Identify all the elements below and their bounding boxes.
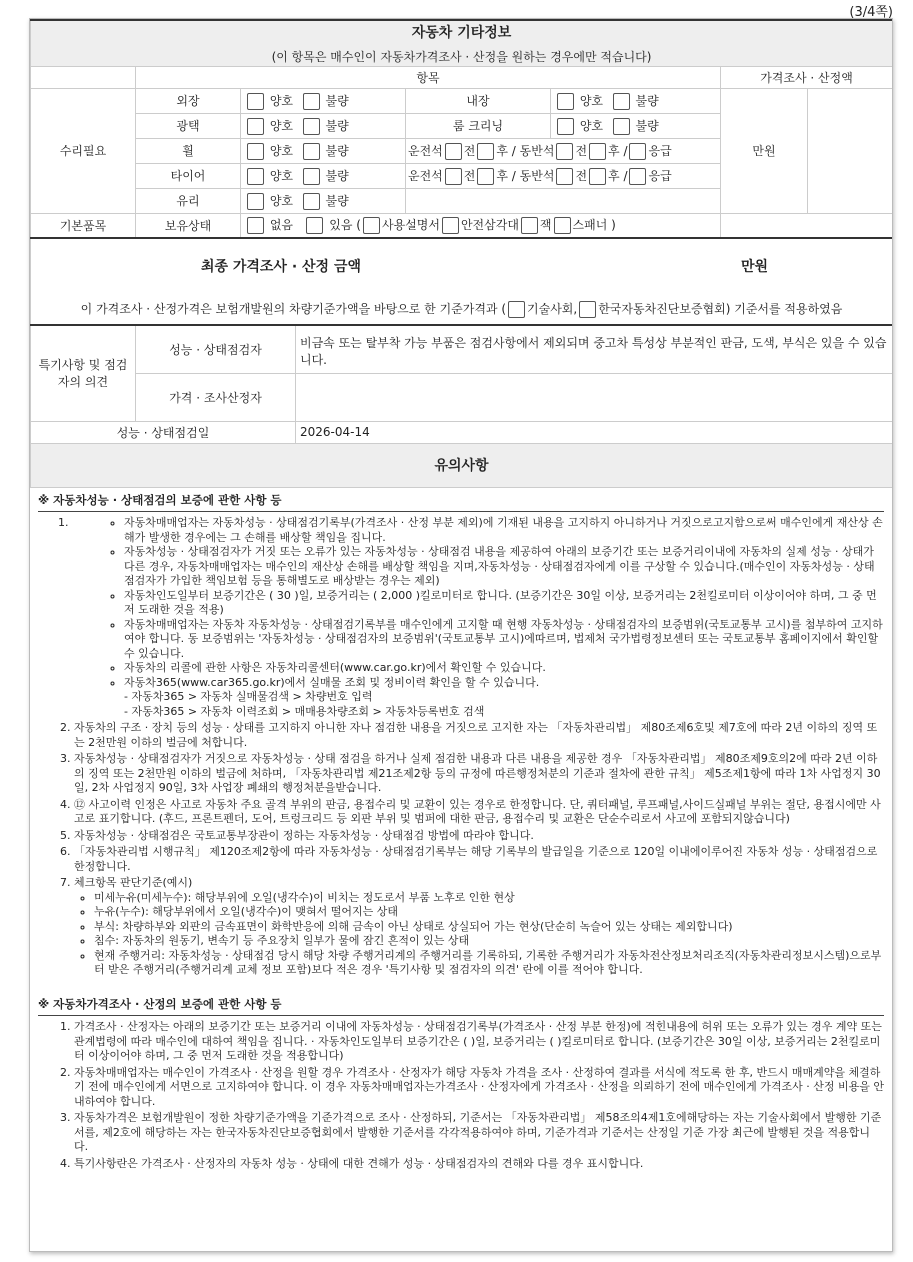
list-item: 3. 자동차가격은 보험개발원이 정한 차량기준가액을 기준가격으로 조사 · 산정하되, 기준서는 「자동차관리법」 제58조의4제1호에해당하는 자는 기술사회에서 발행한 기준서를, 제2호에 해당하는 자는 한국자동차진단보증협회에서 발행한 기준서를 각각적용하여야 하며, 기준가격과 기준서는 산정일 기준 가장 최근에 발행된 것을 적용합니다. (74, 1111, 884, 1155)
interior-good-checkbox[interactable] (557, 93, 574, 110)
list-item: 3. 자동차성능 · 상태점검자가 거짓으로 자동차성능 · 상태 점검을 하거나 실제 점검한 내용과 다른 내용을 제공한 경우 「자동차관리법」 제80조제9호의2에 따라 2년 이하의 징역 또는 2천만원 이하의 벌금에 처하며, 「자동차관리법 제21조제2항 등의 규정에 따른행정처분의 기준과 절차에 관한 규칙」 제5조제1항에 따라 1차 사업정지 30일, 2차 사업정지 90일, 3차 사업장 폐쇄의 행정처분을받습니다. (74, 752, 884, 796)
list-item: ◦ 자동차성능 · 상태점검자가 거짓 또는 오류가 있는 자동차성능 · 상태점검 내용을 제공하여 아래의 보증기간 또는 보증거리이내에 자동차의 실제 성능 · 상태가 다른 경우, 자동차매매업자는 매수인의 재산상 손해를 배상할 책임을 지며,자동차성능 · 상태점검자에게 이를 구상할 수 있습니다.(매수인이 자동차성능 · 상태점검자가 가입한 책임보험 등을 통해별도로 배상받는 경우는 제외) (124, 545, 884, 589)
triangle-label: 안전삼각대 (460, 218, 519, 233)
kaci-label: 한국자동차진단보증협회) 기준서를 적용하였음 (598, 301, 843, 316)
tire-emergency-checkbox[interactable] (629, 168, 646, 185)
document-sheet (29, 18, 893, 1252)
dash-line: - 자동차365 > 자동차 이력조회 > 매매용차량조회 > 자동차등록번호 검색 (124, 704, 485, 718)
tire-good-checkbox[interactable] (247, 168, 264, 185)
item1-bullets (74, 516, 884, 719)
section1-list (38, 516, 884, 978)
jack-checkbox[interactable] (521, 217, 538, 234)
blank-cell (721, 213, 893, 238)
appraiser-opinion (296, 373, 893, 421)
none-label: 없음 (269, 218, 294, 233)
gloss-good-checkbox[interactable] (247, 118, 264, 135)
basic-items-group-label: 기본품목 (31, 213, 136, 238)
good-label: 양호 (269, 118, 294, 133)
inspector-label: 성능 · 상태점검자 (136, 325, 296, 373)
glass-good-checkbox[interactable] (247, 193, 264, 210)
repair-group-label: 수리필요 (31, 88, 136, 213)
section-subtitle: (이 항목은 매수인이 자동차가격조사 · 산정을 원하는 경우에만 적습니다) (271, 49, 652, 64)
basic-items-label: 보유상태 (136, 213, 241, 238)
section-header (31, 20, 893, 66)
emergency-label: 응급 (648, 168, 672, 183)
opinion-label: 특기사항 및 점검자의 의견 (31, 325, 136, 421)
rear-label: 후 (608, 143, 620, 158)
notice-content (30, 488, 892, 1172)
room-cleaning-good-checkbox[interactable] (557, 118, 574, 135)
section2-list (38, 1020, 884, 1171)
driver-seat-label: 운전석 (408, 168, 443, 183)
emergency-label: 응급 (648, 143, 672, 158)
wheel-position-options: 운전석 전 후 / 동반석 전 후 / 응급 (406, 138, 721, 163)
gloss-bad-checkbox[interactable] (303, 118, 320, 135)
list-item: ◦ 미세누유(미세누수): 해당부위에 오일(냉각수)이 비치는 정도로서 부품 노후로 인한 현상 (94, 891, 884, 906)
bad-label: 불량 (635, 118, 659, 133)
tire-options (241, 163, 406, 188)
blank-cell (406, 188, 721, 213)
good-label: 양호 (269, 193, 294, 208)
inspection-date-value: 2026-04-14 (296, 421, 893, 443)
bad-label: 불량 (325, 143, 349, 158)
tire-driver-rear-checkbox[interactable] (477, 168, 494, 185)
front-label: 전 (575, 168, 588, 183)
inspector-opinion: 비금속 또는 탈부착 가능 부품은 점검사항에서 제외되며 중고차 특성상 부분적인 판금, 도색, 부식은 있을 수 있습니다. (296, 325, 893, 373)
kaci-checkbox[interactable] (579, 301, 596, 318)
final-amount-unit: 만원 (741, 259, 769, 275)
wheel-good-checkbox[interactable] (247, 143, 264, 160)
present-label: 있음 ( (329, 218, 361, 233)
list-item: ◦ 침수: 자동차의 원동기, 변속기 등 주요장치 일부가 물에 잠긴 흔적이 있는 상태 (94, 934, 884, 949)
list-item: ◦ 자동차매매업자는 자동차성능 · 상태점검기록부(가격조사 · 산정 부분 제외)에 기재된 내용을 고지하지 아니하거나 거짓으로고지함으로써 매수인에게 재산상 손해가 발생한 경우에는 그 손해를 배상할 책임을 집니다. (124, 516, 884, 545)
glass-options (241, 188, 406, 213)
vehicle-info-table (30, 19, 893, 488)
wheel-bad-checkbox[interactable] (303, 143, 320, 160)
list-item (74, 876, 884, 978)
section1-title: ※ 자동차성능 · 상태점검의 보증에 관한 사항 등 (38, 488, 884, 513)
tech-society-checkbox[interactable] (508, 301, 525, 318)
blank-cell (31, 66, 136, 88)
room-cleaning-options (551, 113, 721, 138)
bad-label: 불량 (325, 118, 349, 133)
good-label: 양호 (579, 118, 604, 133)
good-label: 양호 (269, 143, 294, 158)
rear-label: 후 (496, 168, 508, 183)
bad-label: 불량 (325, 168, 349, 183)
list-item (124, 676, 884, 720)
tire-driver-front-checkbox[interactable] (445, 168, 462, 185)
inspection-date-label: 성능 · 상태점검일 (31, 421, 296, 443)
interior-bad-checkbox[interactable] (613, 93, 630, 110)
front-label: 전 (575, 143, 588, 158)
manual-checkbox[interactable] (363, 217, 380, 234)
list-item: 4. 특기사항란은 가격조사 · 산정자의 자동차 성능 · 상태에 대한 견해가 성능 · 상태점검자의 견해와 다를 경우 표시합니다. (74, 1157, 884, 1172)
label-tire: 타이어 (136, 163, 241, 188)
list-item (58, 516, 884, 719)
rear-label: 후 (608, 168, 620, 183)
wheel-passenger-rear-checkbox[interactable] (589, 143, 606, 160)
wheel-emergency-checkbox[interactable] (629, 143, 646, 160)
list-text: 자동차365(www.car365.go.kr)에서 실매물 조회 및 정비이력 확인을 할 수 있습니다. (124, 675, 540, 689)
wheel-options (241, 138, 406, 163)
list-item: 5. 자동차성능 · 상태점검은 국토교통부장관이 정하는 자동차성능 · 상태점검 방법에 따라야 합니다. (74, 829, 884, 844)
final-amount-label: 최종 가격조사 · 산정 금액 (200, 259, 361, 275)
manual-label: 사용설명서 (381, 218, 440, 233)
list-item: ◦ 자동차인도일부터 보증기간은 ( 30 )일, 보증거리는 ( 2,000 )킬로미터로 합니다. (보증기간은 30일 이상, 보증거리는 2천킬로미터 이상이어야 하며, 그 중 먼저 도래한 것을 적용) (124, 589, 884, 618)
label-gloss: 광택 (136, 113, 241, 138)
notice-title: 유의사항 (31, 443, 893, 487)
column-price: 가격조사 · 산정액 (721, 66, 893, 88)
glass-bad-checkbox[interactable] (303, 193, 320, 210)
list-item: ◦ 현재 주행거리: 자동차성능 · 상태점검 당시 해당 차량 주행거리계의 주행거리를 기록하되, 기록한 주행거리가 자동차전산정보처리조직(자동차관리정보시스템)으로부터 받은 주행거리(주행거리계 교체 정보 포함)보다 적은 경우 '특기사항 및 점검자의 의견' 란에 이를 적어야 합니다. (94, 949, 884, 978)
label-wheel: 휠 (136, 138, 241, 163)
tire-passenger-rear-checkbox[interactable] (589, 168, 606, 185)
bad-label: 불량 (325, 93, 349, 108)
section2-title: ※ 자동차가격조사 · 산정의 보증에 관한 사항 등 (38, 992, 884, 1017)
rear-label: 후 (496, 143, 508, 158)
spanner-label: 스패너 ) (572, 218, 616, 233)
appraiser-label: 가격 · 조사산정자 (136, 373, 296, 421)
wheel-passenger-front-checkbox[interactable] (556, 143, 573, 160)
wheel-driver-rear-checkbox[interactable] (477, 143, 494, 160)
basic-items-options (241, 213, 721, 238)
basic-present-checkbox[interactable] (306, 217, 323, 234)
tire-passenger-front-checkbox[interactable] (556, 168, 573, 185)
list-item: ◦ 부식: 차량하부와 외판의 금속표면이 화학반응에 의해 금속이 아닌 상태로 상실되어 가는 현상(단순히 녹슬어 있는 상태는 제외합니다) (94, 920, 884, 935)
dash-line: - 자동차365 > 자동차 실매물검색 > 차량번호 입력 (124, 690, 373, 703)
list-item: 1. 가격조사 · 산정자는 아래의 보증기간 또는 보증거리 이내에 자동차성능 · 상태점검기록부(가격조사 · 산정 부분 한정)에 적힌내용에 허위 또는 오류가 있는 경우 계약 또는 관계법령에 따라 매수인에 대하여 책임을 집니다. · 자동차인도일부터 보증기간은 ( )일, 보증거리는 ( )킬로미터로 합니다. (보증기간은 30일 이상, 보증거리는 2천킬로미터 이상이어야 하며, 그 중 먼저 도래한 것을 적용합니다) (74, 1020, 884, 1064)
tire-position-options: 운전석 전 후 / 동반석 전 후 / 응급 (406, 163, 721, 188)
list-item: 2. 자동차매매업자는 매수인이 가격조사 · 산정을 원할 경우 가격조사 · 산정자가 해당 자동차 가격을 조사 · 산정하여 결과를 서식에 적도록 한 후, 반드시 매매계약을 체결하기 전에 매수인에게 서면으로 고지하여야 합니다. 이 경우 자동차매매업자는가격조사 · 산정자에게 가격조사 · 산정을 의뢰하기 전에 매수인에게 가격조사 · 산정 비용을 안내하여야 합니다. (74, 1066, 884, 1110)
label-glass: 유리 (136, 188, 241, 213)
repair-amount-cell[interactable] (808, 88, 893, 213)
spanner-checkbox[interactable] (554, 217, 571, 234)
repair-unit: 만원 (721, 88, 808, 213)
driver-seat-label: 운전석 (408, 143, 443, 158)
bad-label: 불량 (635, 93, 659, 108)
label-exterior: 외장 (136, 88, 241, 113)
list-item: 4. ⑫ 사고이력 인정은 사고로 자동차 주요 골격 부위의 판금, 용접수리 및 교환이 있는 경우로 한정합니다. 단, 쿼터패널, 루프패널,사이드실패널 부위는 절단, 용접시에만 사고로 표기합니다. (후드, 프론트펜더, 도어, 트렁크리드 등 외판 부위 및 범퍼에 대한 판금, 용접수리 및 교환은 단순수리로서 사고에 포함되지않습니다) (74, 798, 884, 827)
label-room-cleaning: 룸 크리닝 (406, 113, 551, 138)
good-label: 양호 (269, 168, 294, 183)
interior-options (551, 88, 721, 113)
exterior-good-checkbox[interactable] (247, 93, 264, 110)
exterior-options (241, 88, 406, 113)
front-label: 전 (463, 143, 476, 158)
list-item: ◦ 자동차의 리콜에 관한 사항은 자동차리콜센터(www.car.go.kr)에서 확인할 수 있습니다. (124, 661, 884, 676)
label-interior: 내장 (406, 88, 551, 113)
wheel-driver-front-checkbox[interactable] (445, 143, 462, 160)
final-basis (31, 293, 893, 325)
list-text: 체크항목 판단기준(예시) (74, 876, 193, 889)
basis-prefix: 이 가격조사 · 산정가격은 보험개발원의 차량기준가액을 바탕으로 한 기준가격과 ( (80, 301, 507, 316)
item7-bullets (74, 891, 884, 978)
list-item: 2. 자동차의 구조 · 장치 등의 성능 · 상태를 고지하지 아니한 자나 점검한 내용을 거짓으로 고지한 자는 「자동차관리법」 제80조제6호및 제7호에 따라 2년 이하의 징역 또는 2천만원 이하의 벌금에 처합니다. (74, 721, 884, 750)
list-item: ◦ 자동차매매업자는 자동차 자동차성능 · 상태점검기록부를 매수인에게 고지할 때 현행 자동차성능 · 상태점검자의 보증범위(국토교통부 고시)를 첨부하여 고지하여야 합니다. 동 보증범위는 '자동차성능 · 상태점검자의 보증범위'(국토교통부 고시)에따르며, 법제처 국가법령정보센터 또는 국토교통부 홈페이지에서 확인할 수 있습니다. (124, 618, 884, 662)
final-amount-row (31, 238, 893, 293)
exterior-bad-checkbox[interactable] (303, 93, 320, 110)
list-item: ◦ 누유(누수): 해당부위에서 오일(냉각수)이 맺혀서 떨어지는 상태 (94, 905, 884, 920)
item-number: 1. (58, 516, 69, 529)
triangle-checkbox[interactable] (442, 217, 459, 234)
bad-label: 불량 (325, 193, 349, 208)
page-number: (3/4쪽) (849, 5, 893, 20)
tech-society-label: 기술사회, (527, 301, 578, 316)
good-label: 양호 (269, 93, 294, 108)
column-item: 항목 (136, 66, 721, 88)
passenger-seat-label: / 동반석 (511, 168, 555, 183)
good-label: 양호 (579, 93, 604, 108)
room-cleaning-bad-checkbox[interactable] (613, 118, 630, 135)
front-label: 전 (463, 168, 476, 183)
passenger-seat-label: / 동반석 (511, 143, 555, 158)
section-title: 자동차 기타정보 (411, 24, 512, 41)
tire-bad-checkbox[interactable] (303, 168, 320, 185)
jack-label: 잭 (539, 218, 552, 233)
gloss-options (241, 113, 406, 138)
basic-none-checkbox[interactable] (247, 217, 264, 234)
list-item: 6. 「자동차관리법 시행규칙」 제120조제2항에 따라 자동차성능 · 상태점검기록부는 해당 기록부의 발급일을 기준으로 120일 이내에이루어진 자동차 성능 · 상태점검으로 한정합니다. (74, 845, 884, 874)
